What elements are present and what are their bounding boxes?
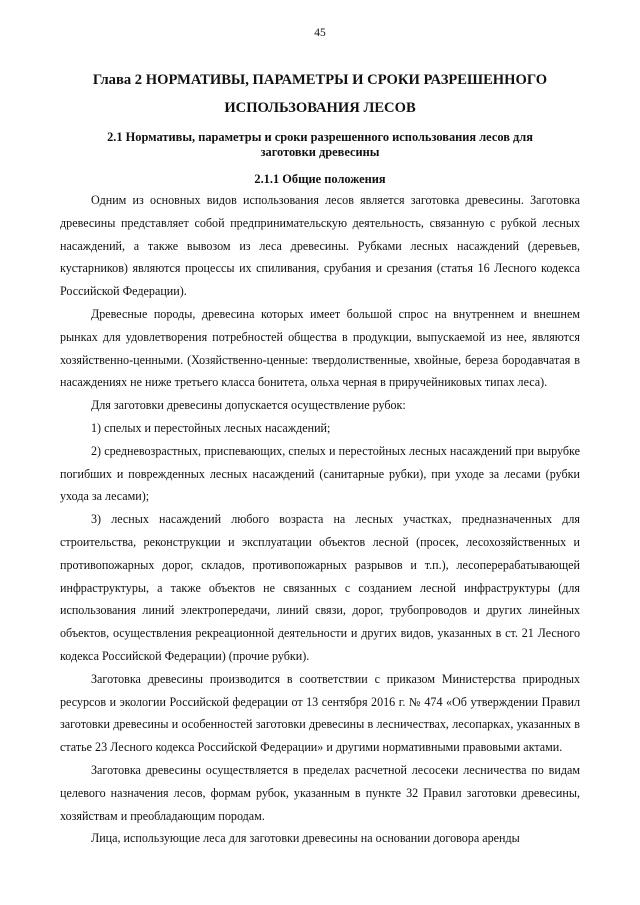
paragraph: Для заготовки древесины допускается осуществление рубок: — [91, 398, 406, 413]
paragraph: Заготовка древесины производится в соответствии с приказом Министерства природных ресурсов и экологии Российской федерации от 13 сентября 2016 г. № 474 «Об утверждении Правил заготовки древесины и особенностей заготовки древесины в лесничествах, лесопарках, указанных в статье 23 Лесного кодекса Российской Федерации» и другими нормативными правовыми актами. — [60, 671, 580, 755]
list-item: 3) лесных насаждений любого возраста на лесных участках, предназначенных для строительства, реконструкции и эксплуатации объектов лесной (просек, лесохозяйственных и противопожарных дорог, складов, противопожарных разрывов и т.п.), лесоперерабатывающей инфраструктуры, а также объектов не связанных с созданием лесной инфраструктуры (для использования линий электропередачи, линий связи, дорог, трубопроводов и других линейных объектов, осуществления рекреационной деятельности и других видов, указанных в ст. 21 Лесного кодекса Российской Федерации) (прочие рубки). — [60, 512, 580, 663]
page-number: 45 — [314, 27, 326, 39]
paragraph: Древесные породы, древесина которых имеет большой спрос на внутреннем и внешнем рынках для удовлетворения потребностей общества в продукции, выпускаемой из нее, являются хозяйственно-ценными. (Хозяйственно-ценные: твердолиственные, хвойные, береза бородавчатая в насаждениях не ниже третьего класса бонитета, ольха черная в приручейниковых типах леса). — [60, 306, 580, 390]
list-item: 1) спелых и перестойных лесных насаждений; — [91, 420, 331, 435]
body-text — [60, 189, 580, 850]
list-item: 2) средневозрастных, приспевающих, спелых и перестойных лесных насаждений при вырубке погибших и поврежденных лесных насаждений (санитарные рубки), при уходе за лесами (рубки ухода за лесами); — [60, 443, 580, 504]
paragraph: Одним из основных видов использования лесов является заготовка древесины. Заготовка древесины представляет собой предпринимательскую деятельность, связанную с рубкой лесных насаждений, а также вывозом из леса древесины. Рубками лесных насаждений (деревьев, кустарников) являются процессы их спиливания, срубания и срезания (статья 16 Лесного кодекса Российской Федерации). — [60, 193, 580, 299]
paragraph: Лица, использующие леса для заготовки древесины на основании договора аренды — [91, 831, 520, 846]
subsection-title: 2.1.1 Общие положения — [254, 172, 386, 186]
paragraph: Заготовка древесины осуществляется в пределах расчетной лесосеки лесничества по видам целевого назначения лесов, формам рубок, указанным в пункте 32 Правил заготовки древесины, хозяйствам и преобладающим породам. — [60, 762, 580, 823]
section-title: 2.1 Нормативы, параметры и сроки разрешенного использования лесов для заготовки древесины — [107, 130, 533, 159]
chapter-title: Глава 2 НОРМАТИВЫ, ПАРАМЕТРЫ И СРОКИ РАЗРЕШЕННОГО ИСПОЛЬЗОВАНИЯ ЛЕСОВ — [92, 72, 548, 116]
